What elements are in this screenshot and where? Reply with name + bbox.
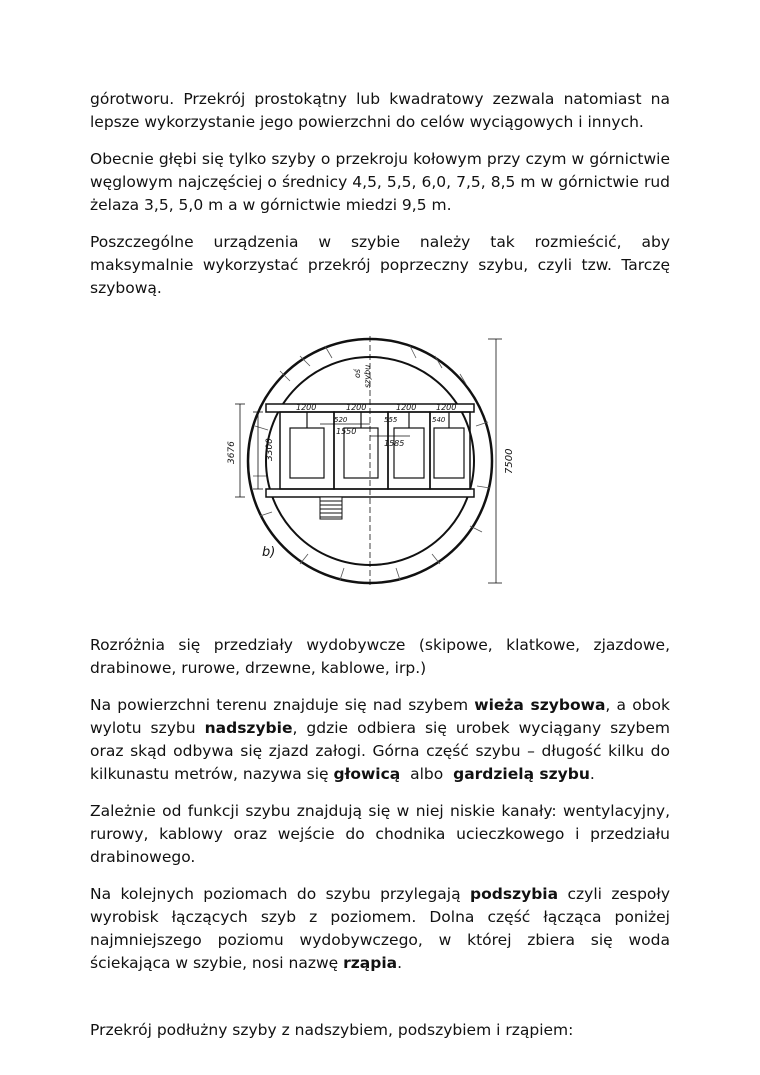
dim-7500: 7500 <box>504 448 515 474</box>
term-nadszybie: nadszybie <box>204 719 293 737</box>
dim-555: 555 <box>384 416 398 424</box>
p7-text-a: Na kolejnych poziomach do szybu przylegają <box>90 885 471 903</box>
dim-1200-d: 1200 <box>436 403 457 412</box>
figure-caption: b) <box>262 545 276 560</box>
dim-3300: 3300 <box>265 438 275 461</box>
dim-520: 520 <box>334 416 348 424</box>
document-page <box>90 88 670 1042</box>
paragraph-6: Zależnie od funkcji szybu znajdują się w niej niskie kanały: wentylacyjny, rurowy, kablowy oraz wejście do chodnika ucieczkowego i przedziału drabinowego. <box>90 802 670 866</box>
paragraph-5 <box>90 694 670 786</box>
paragraph-4: Rozróżnia się przedziały wydobywcze (skipowe, klatkowe, zjazdowe, drabinowe, rurowe, drzewne, kablowe, irp.) <box>90 636 670 677</box>
dim-3676: 3676 <box>227 441 237 464</box>
ladder-compartment <box>320 497 342 519</box>
axis-label-os: oś <box>353 368 362 378</box>
term-gardziel-szybu: gardzielą szybu <box>453 765 590 783</box>
paragraph-3: Poszczególne urządzenia w szybie należy tak rozmieścić, aby maksymalnie wykorzystać przekrój poprzeczny szybu, czyli tzw. Tarczę szybową. <box>90 233 670 297</box>
p5-text-i: . <box>589 765 595 783</box>
axis-label-szybu: szybu <box>363 364 372 388</box>
p5-text-e: , gdzie odbiera się urobek wyciągany szybem oraz skąd odbywa się zjazd załogi. Górna część szybu – długość kilku do kilkunastu metrów, nazywa się <box>90 719 670 783</box>
dim-1585: 1585 <box>384 439 405 448</box>
dim-1200-a: 1200 <box>296 403 317 412</box>
shaft-cross-section-drawing <box>220 326 520 606</box>
dim-540: 540 <box>432 416 446 424</box>
term-podszybia: podszybia <box>470 885 559 903</box>
dim-1200-c: 1200 <box>396 403 417 412</box>
paragraph-1: górotworu. Przekrój prostokątny lub kwadratowy zezwala natomiast na lepsze wykorzystanie jego powierzchni do celów wyciągowych i innych. <box>90 90 670 131</box>
p5-text-c: , a obok wylotu szybu <box>90 696 670 737</box>
p7-text-c: czyli zespoły wyrobisk łączących szyb z poziomem. Dolna część łącząca poniżej najmniejszego poziomu wydobywczego, w której zbiera się woda ściekająca w szybie, nosi nazwę <box>90 885 670 972</box>
paragraph-2: Obecnie głębi się tylko szyby o przekroju kołowym przy czym w górnictwie węglowym najczęściej o średnicy 4,5, 5,5, 6,0, 7,5, 8,5 m w górnictwie rud żelaza 3,5, 5,0 m a w górnictwie miedzi 9,5 m. <box>90 150 670 214</box>
dim-1200-b: 1200 <box>346 403 367 412</box>
dim-1550: 1550 <box>336 427 357 436</box>
p5-text-g: albo <box>400 765 454 783</box>
paragraph-7 <box>90 883 670 975</box>
term-wieza-szybowa: wieża szybowa <box>474 696 606 714</box>
term-glowica: głowicą <box>333 765 401 783</box>
p5-text-a: Na powierzchni terenu znajduje się nad szybem <box>90 696 475 714</box>
term-rzapia: rząpia <box>343 954 398 972</box>
shaft-cross-section-figure <box>220 326 520 606</box>
paragraph-8: Przekrój podłużny szyby z nadszybiem, podszybiem i rząpiem: <box>90 1021 574 1039</box>
p7-text-e: . <box>397 954 403 972</box>
